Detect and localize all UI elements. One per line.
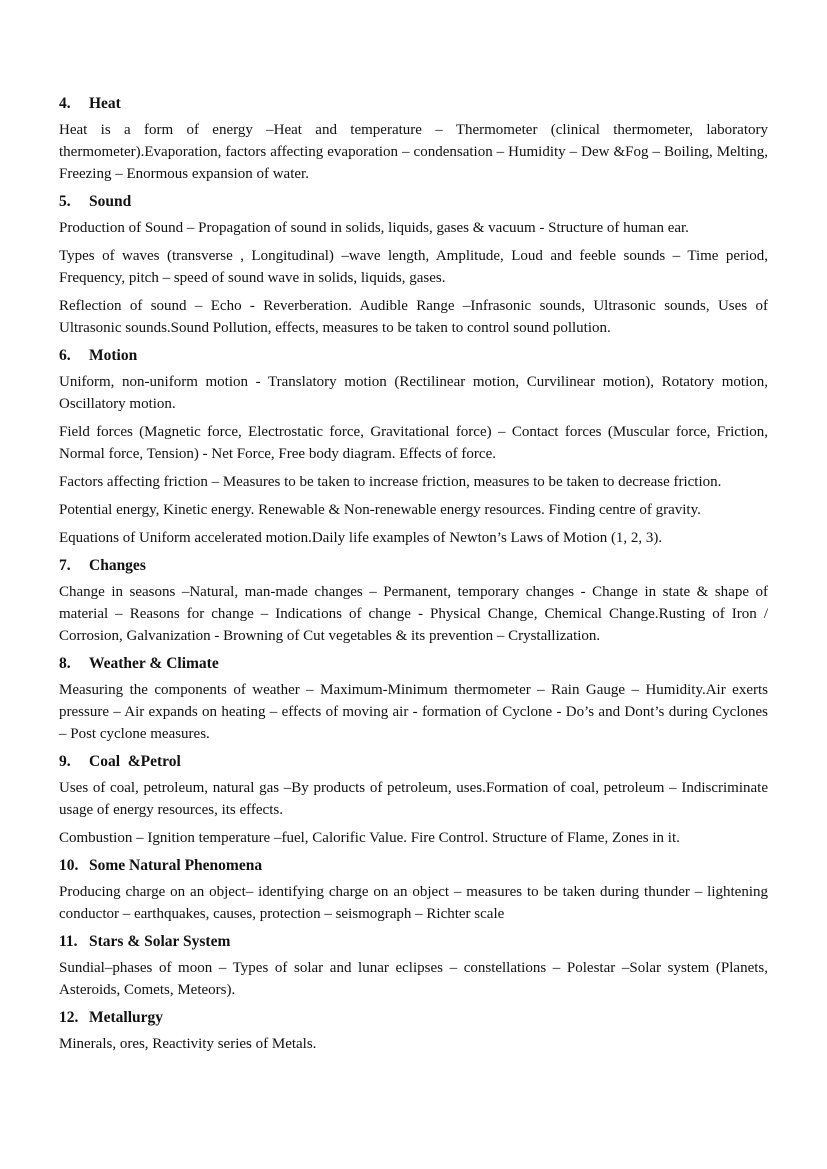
section-title: Weather & Climate: [89, 655, 219, 672]
section-heading: [59, 345, 768, 367]
section-heading: [59, 93, 768, 115]
section-paragraph: Sundial–phases of moon – Types of solar and lunar eclipses – constellations – Polestar –Solar system (Planets, Asteroids, Comets, Meteors).: [59, 960, 768, 998]
section-paragraph: Potential energy, Kinetic energy. Renewable & Non-renewable energy resources. Finding centre of gravity.: [59, 502, 701, 518]
section-heading: [59, 855, 768, 877]
section-title: Sound: [89, 193, 132, 210]
section-title: Coal &Petrol: [89, 753, 181, 770]
section-title: Some Natural Phenomena: [89, 857, 263, 874]
section-number: 6.: [59, 347, 71, 364]
section-heading: [59, 1007, 768, 1029]
section-paragraph: Minerals, ores, Reactivity series of Metals.: [59, 1036, 317, 1052]
section-paragraph: Uses of coal, petroleum, natural gas –By products of petroleum, uses.Formation of coal, petroleum – Indiscriminate usage of energy resources, its effects.: [59, 780, 768, 818]
syllabus-content: [59, 88, 768, 1061]
section-paragraph: Factors affecting friction – Measures to be taken to increase friction, measures to be taken to decrease friction.: [59, 474, 722, 490]
section-paragraph: Equations of Uniform accelerated motion.Daily life examples of Newton’s Laws of Motion (1, 2, 3).: [59, 530, 663, 546]
section-title: Stars & Solar System: [89, 933, 231, 950]
section-title: Motion: [89, 347, 138, 364]
section-heading: [59, 653, 768, 675]
section-paragraph: Field forces (Magnetic force, Electrostatic force, Gravitational force) – Contact forces (Muscular force, Friction, Normal force, Tension) - Net Force, Free body diagram. Effects of force.: [59, 424, 768, 462]
section-paragraph: Heat is a form of energy –Heat and temperature – Thermometer (clinical thermometer, laboratory thermometer).Evaporation, factors affecting evaporation – condensation – Humidity – Dew &Fog – Boiling, Melting, Freezing – Enormous expansion of water.: [59, 122, 768, 182]
section-paragraph: Types of waves (transverse , Longitudinal) –wave length, Amplitude, Loud and feeble sounds – Time period, Frequency, pitch – speed of sound wave in solids, liquids, gases.: [59, 248, 768, 286]
section-number: 5.: [59, 193, 71, 210]
section-title: Changes: [89, 557, 146, 574]
section-heading: [59, 751, 768, 773]
section-weather-climate: [59, 653, 768, 745]
section-paragraph: Change in seasons –Natural, man-made changes – Permanent, temporary changes - Change in state & shape of material – Reasons for change – Indications of change - Physical Change, Chemical Change.Rusting of Iron / Corrosion, Galvanization - Browning of Cut vegetables & its prevention – Crystallization.: [59, 584, 768, 644]
section-stars-solar-system: [59, 931, 768, 1001]
section-heading: [59, 555, 768, 577]
section-title: Heat: [89, 95, 121, 112]
section-number: 8.: [59, 655, 71, 672]
section-paragraph: Uniform, non-uniform motion - Translatory motion (Rectilinear motion, Curvilinear motion), Rotatory motion, Oscillatory motion.: [59, 374, 768, 412]
section-paragraph: Producing charge on an object– identifying charge on an object – measures to be taken during thunder – lightening conductor – earthquakes, causes, protection – seismograph – Richter scale: [59, 884, 768, 922]
section-heat: [59, 93, 768, 185]
section-number: 9.: [59, 753, 71, 770]
section-number: 10.: [59, 857, 79, 874]
section-paragraph: Reflection of sound – Echo - Reverberation. Audible Range –Infrasonic sounds, Ultrasonic sounds, Uses of Ultrasonic sounds.Sound Pollution, effects, measures to be taken to control sound pollution.: [59, 298, 768, 336]
section-motion: [59, 345, 768, 549]
section-number: 12.: [59, 1009, 79, 1026]
section-title: Metallurgy: [89, 1009, 164, 1026]
section-paragraph: Combustion – Ignition temperature –fuel, Calorific Value. Fire Control. Structure of Flame, Zones in it.: [59, 830, 680, 846]
section-heading: [59, 931, 768, 953]
section-natural-phenomena: [59, 855, 768, 925]
section-number: 4.: [59, 95, 71, 112]
section-coal-petrol: [59, 751, 768, 849]
section-changes: [59, 555, 768, 647]
section-number: 11.: [59, 933, 78, 950]
section-metallurgy: [59, 1007, 768, 1055]
section-sound: [59, 191, 768, 339]
section-heading: [59, 191, 768, 213]
section-paragraph: Measuring the components of weather – Maximum-Minimum thermometer – Rain Gauge – Humidity.Air exerts pressure – Air expands on heating – effects of moving air - formation of Cyclone - Do’s and Dont’s during Cyclones – Post cyclone measures.: [59, 682, 768, 742]
section-paragraph: Production of Sound – Propagation of sound in solids, liquids, gases & vacuum - Structure of human ear.: [59, 220, 689, 236]
section-number: 7.: [59, 557, 71, 574]
